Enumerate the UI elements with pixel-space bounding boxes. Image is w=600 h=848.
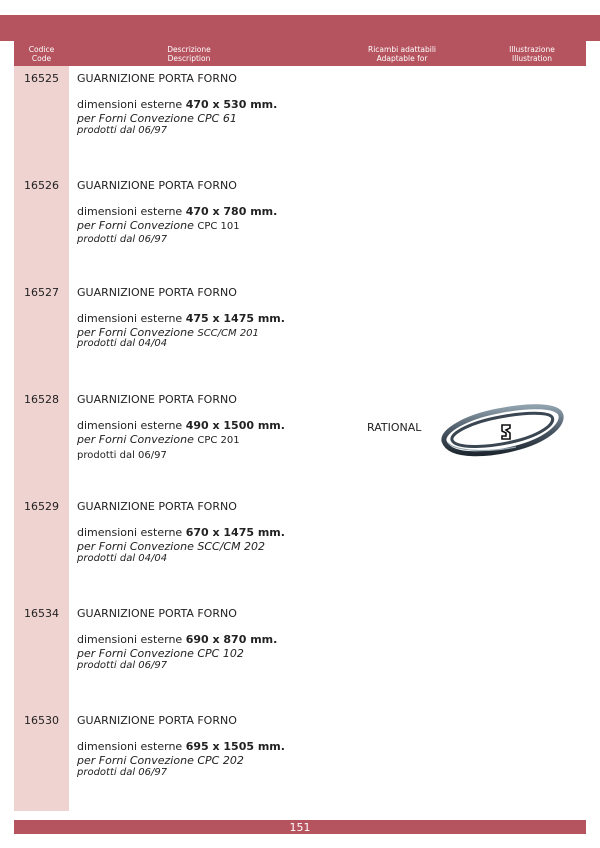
product-date: prodotti dal 04/04 (77, 553, 168, 564)
product-code: 16530 (24, 714, 59, 727)
product-title: GUARNIZIONE PORTA FORNO (77, 607, 237, 620)
dimensions-label: dimensioni esterne (77, 312, 183, 325)
model-name: CPC 201 (197, 435, 240, 446)
dimensions-value: 690 x 870 mm. (185, 633, 278, 646)
product-date: prodotti dal 06/97 (77, 767, 168, 778)
product-code: 16534 (24, 607, 59, 620)
dimensions-label: dimensioni esterne (77, 205, 183, 218)
model-prefix: per Forni Convezione (77, 540, 194, 553)
product-model (77, 219, 240, 232)
product-date: prodotti dal 06/97 (77, 450, 167, 461)
product-row (0, 494, 600, 601)
dimensions-label: dimensioni esterne (77, 740, 183, 753)
product-title: GUARNIZIONE PORTA FORNO (77, 714, 237, 727)
header-description-it: Descrizione (167, 44, 211, 54)
product-dimensions (77, 312, 285, 325)
product-row (0, 173, 600, 280)
header-adaptable-en: Adaptable for (376, 53, 428, 63)
product-dimensions (77, 205, 277, 218)
model-prefix: per Forni Convezione (77, 647, 194, 660)
header-adaptable-it: Ricambi adattabili (368, 44, 436, 54)
product-dimensions (77, 98, 277, 111)
header-description (104, 41, 274, 66)
oven-door-gasket-icon (436, 395, 566, 465)
product-title: GUARNIZIONE PORTA FORNO (77, 286, 237, 299)
model-prefix: per Forni Convezione (77, 326, 194, 339)
model-name: CPC 101 (197, 221, 240, 232)
model-prefix: per Forni Convezione (77, 219, 194, 232)
model-name: CPC 102 (197, 647, 244, 660)
adaptable-brand: RATIONAL (367, 421, 422, 434)
product-code: 16526 (24, 179, 59, 192)
header-code (14, 41, 69, 66)
model-prefix: per Forni Convezione (77, 112, 194, 125)
header-code-it: Codice (28, 44, 55, 54)
product-date: prodotti dal 06/97 (77, 660, 168, 671)
dimensions-label: dimensioni esterne (77, 419, 183, 432)
model-name: SCC/CM 202 (197, 540, 266, 553)
header-illustration-it: Illustrazione (509, 44, 555, 54)
product-row (0, 280, 600, 387)
model-prefix: per Forni Convezione (77, 754, 194, 767)
product-dimensions (77, 526, 285, 539)
dimensions-value: 475 x 1475 mm. (185, 312, 285, 325)
product-model (77, 754, 244, 767)
model-name: CPC 61 (197, 112, 237, 125)
dimensions-label: dimensioni esterne (77, 98, 183, 111)
product-model (77, 112, 237, 125)
dimensions-value: 470 x 530 mm. (185, 98, 278, 111)
product-title: GUARNIZIONE PORTA FORNO (77, 500, 237, 513)
dimensions-value: 490 x 1500 mm. (185, 419, 285, 432)
header-code-en: Code (31, 53, 52, 63)
product-title: GUARNIZIONE PORTA FORNO (77, 393, 237, 406)
product-code: 16528 (24, 393, 59, 406)
model-name: SCC/CM 201 (197, 328, 259, 339)
dimensions-label: dimensioni esterne (77, 633, 183, 646)
product-code: 16529 (24, 500, 59, 513)
product-date: prodotti dal 06/97 (77, 234, 168, 245)
product-model (77, 433, 240, 446)
table-header (14, 41, 586, 66)
product-code: 16527 (24, 286, 59, 299)
dimensions-label: dimensioni esterne (77, 526, 183, 539)
product-date: prodotti dal 06/97 (77, 125, 168, 136)
dimensions-value: 470 x 780 mm. (185, 205, 278, 218)
dimensions-value: 695 x 1505 mm. (185, 740, 285, 753)
product-title: GUARNIZIONE PORTA FORNO (77, 179, 237, 192)
model-name: CPC 202 (197, 754, 244, 767)
product-date: prodotti dal 04/04 (77, 338, 168, 349)
product-dimensions (77, 419, 285, 432)
product-row (0, 387, 600, 494)
product-model (77, 647, 244, 660)
product-model (77, 540, 265, 553)
dimensions-value: 670 x 1475 mm. (185, 526, 285, 539)
product-row (0, 601, 600, 708)
header-adaptable (352, 41, 452, 66)
top-band (0, 15, 600, 41)
model-prefix: per Forni Convezione (77, 433, 194, 446)
header-illustration-en: Illustration (511, 53, 553, 63)
page-footer (14, 820, 586, 834)
header-description-en: Description (167, 53, 211, 63)
product-code: 16525 (24, 72, 59, 85)
product-dimensions (77, 633, 277, 646)
product-row (0, 66, 600, 173)
product-row (0, 708, 600, 815)
page-number: 151 (289, 820, 311, 834)
product-title: GUARNIZIONE PORTA FORNO (77, 72, 237, 85)
product-dimensions (77, 740, 285, 753)
header-illustration (492, 41, 572, 66)
